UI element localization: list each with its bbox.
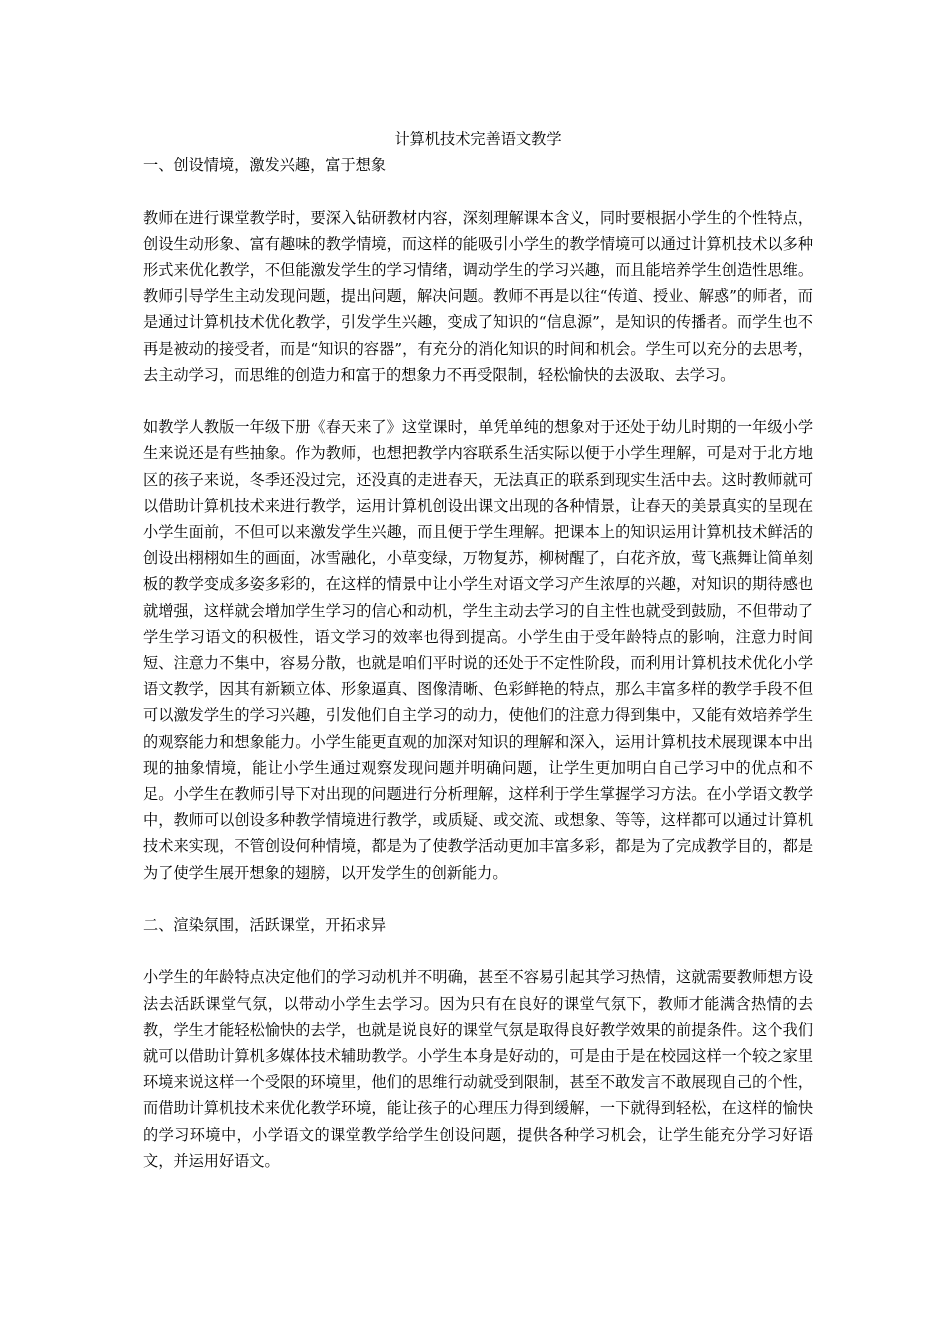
document-page — [143, 126, 813, 1174]
section-2-heading: 二、渲染氛围，活跃课堂，开拓求异 — [143, 916, 386, 935]
paragraph-spacer — [143, 388, 813, 414]
section-1-heading: 一、创设情境，激发兴趣，富于想象 — [143, 156, 386, 175]
paragraph-spacer — [143, 178, 813, 204]
document-title: 计算机技术完善语文教学 — [394, 130, 562, 148]
section-2-paragraph-1: 小学生的年龄特点决定他们的学习动机并不明确，甚至不容易引起其学习热情，这就需要教师想方设法去活跃课堂气氛，以带动小学生去学习。因为只有在良好的课堂气氛下，教师才能满含热情的去教，学生才能轻松愉快的去学，也就是说良好的课堂气氛是取得良好教学效果的前提条件。这个我们就可以借助计算机多媒体技术辅助教学。小学生本身是好动的，可是由于是在校园这样一个较之家里环境来说这样一个受限的环境里，他们的思维行动就受到限制，甚至不敢发言不敢展现自己的个性，而借助计算机技术来优化教学环境，能让孩子的心理压力得到缓解，一下就得到轻松，在这样的愉快的学习环境中，小学语文的课堂教学给学生创设问题，提供各种学习机会，让学生能充分学习好语文，并运用好语文。 — [143, 968, 813, 1170]
paragraph-spacer — [143, 886, 813, 912]
section-1-paragraph-1: 教师在进行课堂教学时，要深入钻研教材内容，深刻理解课本含义，同时要根据小学生的个性特点，创设生动形象、富有趣味的教学情境，而这样的能吸引小学生的教学情境可以通过计算机技术以多种形式来优化教学，不但能激发学生的学习情绪，调动学生的学习兴趣，而且能培养学生创造性思维。教师引导学生主动发现问题，提出问题，解决问题。教师不再是以往“传道、授业、解惑”的师者，而是通过计算机技术优化教学，引发学生兴趣，变成了知识的“信息源”，是知识的传播者。而学生也不再是被动的接受者，而是“知识的容器”，有充分的消化知识的时间和机会。学生可以充分的去思考，去主动学习，而思维的创造力和富于的想象力不再受限制，轻松愉快的去汲取、去学习。 — [143, 208, 813, 384]
section-1-paragraph-2: 如教学人教版一年级下册《春天来了》这堂课时，单凭单纯的想象对于还处于幼儿时期的一年级小学生来说还是有些抽象。作为教师，也想把教学内容联系生活实际以便于小学生理解，可是对于北方地区的孩子来说，冬季还没过完，还没真的走进春天，无法真正的联系到现实生活中去。这时教师就可以借助计算机技术来进行教学，运用计算机创设出课文出现的各种情景，让春天的美景真实的呈现在小学生面前，不但可以来激发学生兴趣，而且便于学生理解。把课本上的知识运用计算机技术鲜活的创设出栩栩如生的画面，冰雪融化，小草变绿，万物复苏，柳树醒了，白花齐放，莺飞燕舞让简单刻板的教学变成多姿多彩的，在这样的情景中让小学生对语文学习产生浓厚的兴趣，对知识的期待感也就增强，这样就会增加学生学习的信心和动机，学生主动去学习的自主性也就受到鼓励，不但带动了学生学习语文的积极性，语文学习的效率也得到提高。小学生由于受年龄特点的影响，注意力时间短、注意力不集中，容易分散，也就是咱们平时说的还处于不定性阶段，而利用计算机技术优化小学语文教学，因其有新颖立体、形象逼真、图像清晰、色彩鲜艳的特点，那么丰富多样的教学手段不但可以激发学生的学习兴趣，引发他们自主学习的动力，使他们的注意力得到集中，又能有效培养学生的观察能力和想象能力。小学生能更直观的加深对知识的理解和深入，运用计算机技术展现课本中出现的抽象情境，能让小学生通过观察发现问题并明确问题，让学生更加明白自己学习中的优点和不足。小学生在教师引导下对出现的问题进行分析理解，这样利于学生掌握学习方法。在小学语文教学中，教师可以创设多种教学情境进行教学，或质疑、或交流、或想象、等等，这样都可以通过计算机技术来实现，不管创设何种情境，都是为了使教学活动更加丰富多彩，都是为了完成教学目的，都是为了使学生展开想象的翅膀，以开发学生的创新能力。 — [143, 418, 813, 882]
paragraph-spacer — [143, 938, 813, 964]
